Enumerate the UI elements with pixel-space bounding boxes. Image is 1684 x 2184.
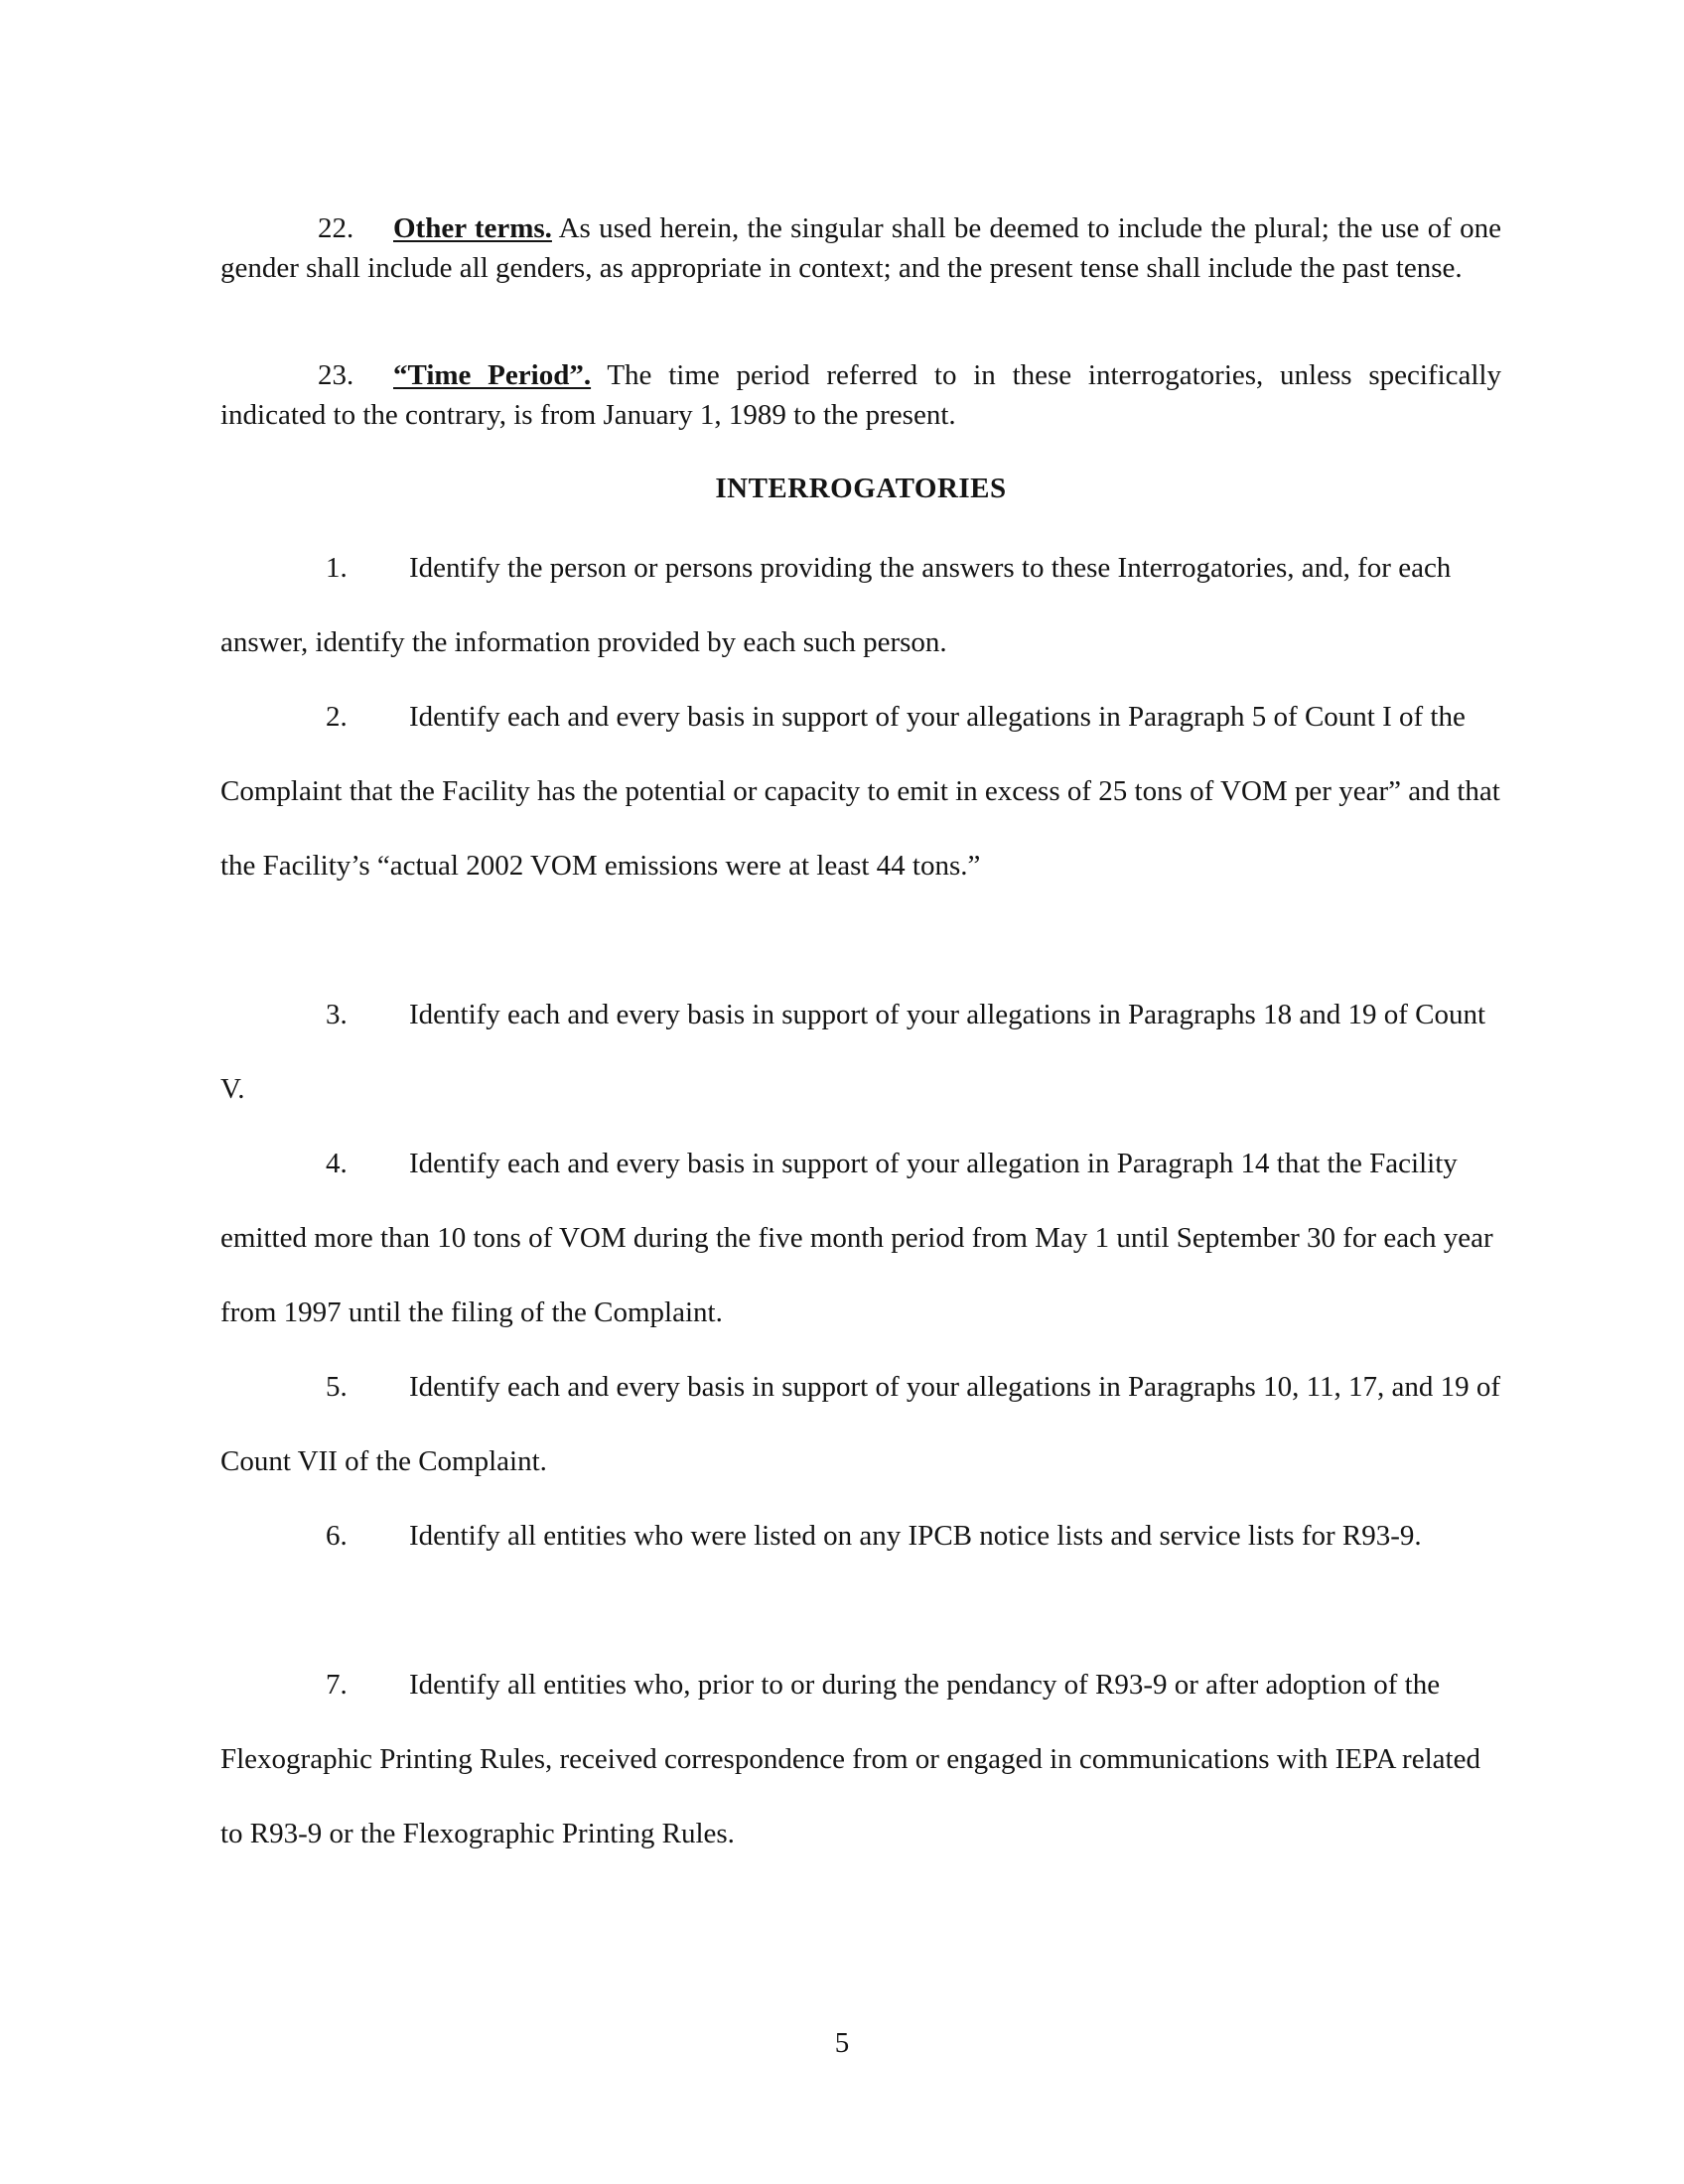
interrogatory-4: [220, 1127, 1501, 1350]
definition-23: [220, 355, 1501, 435]
interrogatory-number: 4.: [326, 1148, 348, 1179]
definition-22: [220, 208, 1501, 288]
definition-number: 22.: [318, 212, 354, 244]
interrogatory-text: Identify all entities who were listed on any IPCB notice lists and service lists for R93-9.: [409, 1520, 1422, 1552]
interrogatory-6: [220, 1499, 1501, 1573]
page-number: 5: [834, 2027, 850, 2059]
definition-number: 23.: [318, 359, 354, 391]
interrogatory-number: 2.: [326, 701, 348, 733]
interrogatory-number: 6.: [326, 1520, 348, 1552]
interrogatory-text: Identify each and every basis in support of your allegations in Paragraphs 10, 11, 17, and 19 of Count VII of the Complaint.: [220, 1371, 1501, 1477]
interrogatory-text: Identify the person or persons providing the answers to these Interrogatories, and, for each answer, identify the information provided by each such person.: [220, 552, 1452, 658]
interrogatory-number: 7.: [326, 1669, 348, 1701]
interrogatory-1: [220, 531, 1501, 680]
section-heading: INTERROGATORIES: [715, 473, 1007, 504]
definition-text: As used herein, the singular shall be deemed to include the plural; the use of one gender shall include all genders, as appropriate in context; and the present tense shall include the past tense.: [220, 212, 1501, 284]
definition-term: Other terms.: [393, 212, 552, 244]
definition-text: The time period referred to in these interrogatories, unless specifically indicated to the contrary, is from January 1, 1989 to the present.: [220, 359, 1501, 431]
interrogatory-number: 1.: [326, 552, 348, 584]
definition-term: “Time Period”.: [393, 359, 592, 391]
interrogatory-7: [220, 1648, 1501, 1871]
interrogatory-number: 3.: [326, 999, 348, 1030]
interrogatory-3: [220, 978, 1501, 1127]
interrogatory-2: [220, 680, 1501, 903]
interrogatory-text: Identify each and every basis in support of your allegation in Paragraph 14 that the Facility emitted more than 10 tons of VOM during the five month period from May 1 until September 30 for each year from 1997 until the filing of the Complaint.: [220, 1148, 1493, 1328]
interrogatory-text: Identify all entities who, prior to or during the pendancy of R93-9 or after adoption of the Flexographic Printing Rules, received correspondence from or engaged in communications with IEPA related to R93-9 or the Flexographic Printing Rules.: [220, 1669, 1480, 1849]
interrogatory-number: 5.: [326, 1371, 348, 1403]
interrogatory-text: Identify each and every basis in support of your allegations in Paragraph 5 of Count I of the Complaint that the Facility has the potential or capacity to emit in excess of 25 tons of VOM per year” and that the Facility’s “actual 2002 VOM emissions were at least 44 tons.”: [220, 701, 1500, 882]
interrogatory-text: Identify each and every basis in support of your allegations in Paragraphs 18 and 19 of Count V.: [220, 999, 1486, 1105]
interrogatory-5: [220, 1350, 1501, 1499]
